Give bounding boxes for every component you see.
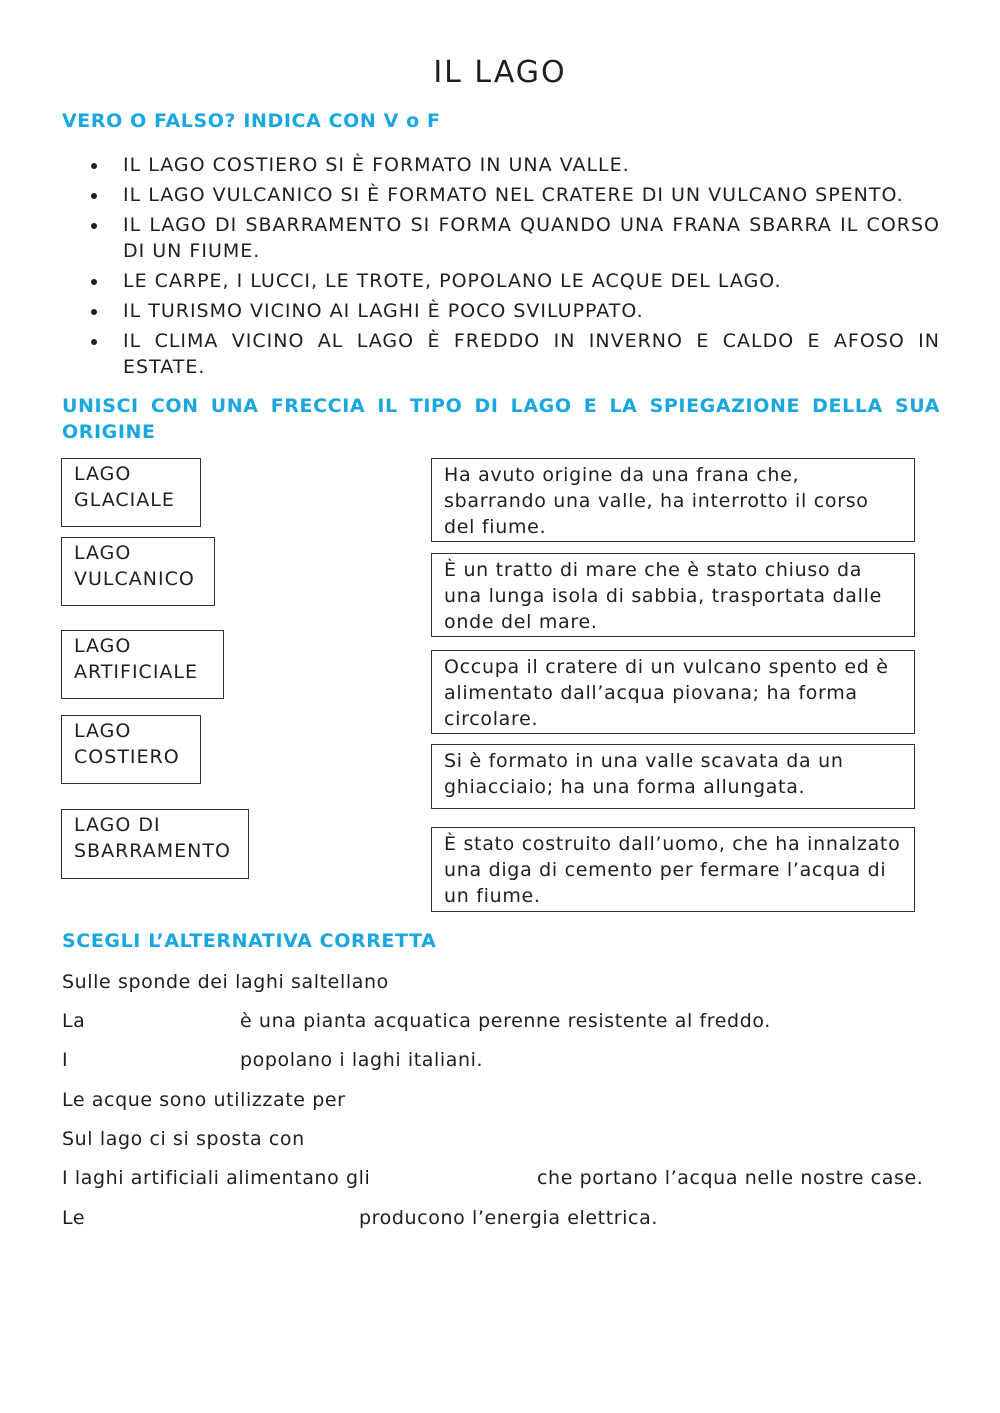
sentence-6-end: che portano l’acqua nelle nostre case.: [537, 1167, 924, 1189]
list-item: IL TURISMO VICINO AI LAGHI È POCO SVILUPPATO.: [85, 298, 940, 324]
list-item: LE CARPE, I LUCCI, LE TROTE, POPOLANO LE ACQUE DEL LAGO.: [85, 268, 940, 294]
list-item: IL LAGO VULCANICO SI È FORMATO NEL CRATERE DI UN VULCANO SPENTO.: [85, 182, 940, 208]
sentence-4: Le acque sono utilizzate per: [62, 1089, 346, 1111]
list-item: IL LAGO COSTIERO SI È FORMATO IN UNA VALLE.: [85, 152, 940, 178]
choose-heading: SCEGLI L’ALTERNATIVA CORRETTA: [62, 930, 437, 952]
sentence-7: Le: [62, 1207, 86, 1229]
bullet-icon: [91, 279, 97, 285]
sentence-2: La: [62, 1010, 86, 1032]
explanation-diga[interactable]: È stato costruito dall’uomo, che ha innalzato una diga di cemento per fermare l’acqua di un fiume.: [431, 827, 915, 912]
sentence-1: Sulle sponde dei laghi saltellano: [62, 971, 389, 993]
list-item: IL LAGO DI SBARRAMENTO SI FORMA QUANDO UNA FRANA SBARRA IL CORSO DI UN FIUME.: [85, 212, 940, 264]
true-false-heading: VERO O FALSO? INDICA CON V o F: [62, 110, 441, 132]
lake-type-costiero[interactable]: LAGO COSTIERO: [61, 715, 201, 784]
bullet-icon: [91, 339, 97, 345]
list-item: IL CLIMA VICINO AL LAGO È FREDDO IN INVERNO E CALDO E AFOSO IN ESTATE.: [85, 328, 940, 380]
explanation-ghiacciaio[interactable]: Si è formato in una valle scavata da un ghiacciaio; ha una forma allungata.: [431, 744, 915, 809]
sentence-3-end: popolano i laghi italiani.: [240, 1049, 484, 1071]
explanation-frana[interactable]: Ha avuto origine da una frana che, sbarrando una valle, ha interrotto il corso del fiume.: [431, 458, 915, 542]
explanation-cratere[interactable]: Occupa il cratere di un vulcano spento ed è alimentato dall’acqua piovana; ha forma circolare.: [431, 650, 915, 734]
page-title: IL LAGO: [433, 55, 567, 90]
bullet-icon: [91, 223, 97, 229]
bullet-icon: [91, 193, 97, 199]
bullet-icon: [91, 163, 97, 169]
lake-type-sbarramento[interactable]: LAGO DI SBARRAMENTO: [61, 809, 249, 879]
true-false-list: [85, 152, 940, 384]
bullet-icon: [91, 309, 97, 315]
sentence-7-end: producono l’energia elettrica.: [359, 1207, 658, 1229]
lake-type-artificiale[interactable]: LAGO ARTIFICIALE: [61, 630, 224, 699]
lake-type-glaciale[interactable]: LAGO GLACIALE: [61, 458, 201, 527]
sentence-3: I: [62, 1049, 69, 1071]
sentence-6: I laghi artificiali alimentano gli: [62, 1167, 371, 1189]
explanation-mare[interactable]: È un tratto di mare che è stato chiuso da una lunga isola di sabbia, trasportata dalle onde del mare.: [431, 553, 915, 637]
lake-type-vulcanico[interactable]: LAGO VULCANICO: [61, 537, 215, 606]
matching-heading: UNISCI CON UNA FRECCIA IL TIPO DI LAGO E LA SPIEGAZIONE DELLA SUA ORIGINE: [62, 395, 940, 443]
sentence-2-end: è una pianta acquatica perenne resistente al freddo.: [240, 1010, 771, 1032]
sentence-5: Sul lago ci si sposta con: [62, 1128, 305, 1150]
